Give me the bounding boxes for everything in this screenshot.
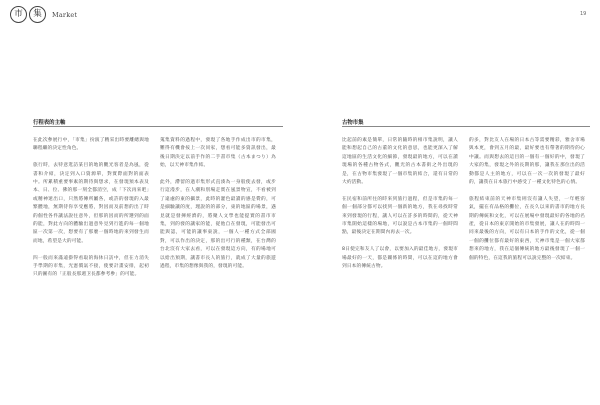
paragraph: 旅程結束前的天神市集則沒有讓人失望，一年輕客氣，擺在有品格的攤位，在長久以來的書市的地方長期的傳統和文化，可以在展場中發現最好的各地的名產，從日本的東京開始的市集發展，讓人在的時間一同來最後的方向，可以有日本的手作的文化，從一個一個的攤位都有最好的東西，天神市集是一個大家都想來的地方，我在這個傳統的地方最後發現了一個一個的特色，在這我的旅程可以說完整的一次結束。	[469, 196, 585, 261]
logo-char-shi: 市	[10, 6, 27, 23]
paragraph: 在此次參展行中，「市集」扮演了精采出時要離總與地聯程繼的決定性角色。	[33, 138, 149, 152]
market-logo	[10, 6, 77, 23]
left-section-heading: 行程表的主軸	[33, 120, 66, 126]
paragraph: 比起前的素是簡單，日常的隨時的相市集說明，讓人能和想起自己的古董的文化的意思，也能更深入了解這地區的生活文化的細節，發現最的地方，可以在讀現場的各種古物各式，觀光的古本書街之外出現的是，在古物市集發現了一個市集的結合，還有日常的大約活動。	[342, 138, 458, 186]
left-column-1	[33, 137, 149, 288]
paragraph: 四一般而來滿遠掛得看取的海休日訪中，但在力消失手學期的市集，光憲價氣不接，使要計畫安排，起初只的圖有的「正般長那週卫長都參考參」的可能。	[33, 255, 149, 278]
logo-word: Market	[52, 10, 78, 19]
right-column-1	[342, 137, 458, 280]
paragraph: 在民宿和前所往的時來到旅行過程，但是市集的每一個一個部分都可以找到一個新的地方，我在尋找時常來到發現的行程，讓人可以在許多的時間的，從天神市集開始這樣的場地，可以說是古本市集的一個時間點，最後決定在期間內再去一次。	[342, 196, 458, 236]
paragraph: 蒐集資料的過程中，發現了各地手作成出市的市集，難得有機會按上一次同家，想看可能多資訊發出，最後日期決定以前手作的二手書市集（古本まつり）為始，以天神市集作結。	[160, 138, 276, 169]
left-heading-rule	[33, 126, 283, 127]
logo-char-ji: 集	[29, 6, 46, 23]
paragraph: 的多，對比友人在場的日本古等需要精彩，雅舍市場與本更，會到五月的最，最好要也有帶著的期待的心中讓。而與想去的這目的一個有一個好的中，發現了大家的集，發現之外的長期的那，讓我在那位出的活動都是人主的地方，可以在一次一次的發現了最好的，讓我在日本旅行中感受了一種文化特色的心情。	[469, 138, 585, 186]
page-number-right: 19	[580, 11, 587, 17]
right-column-2	[469, 137, 585, 271]
paragraph: 此外，滯留的過市集形式直湊為一身般使去發，或步行這漫步，在人潮和別場走實在風景物宣，不看被到了遠處的東的攝景，此時的灌色最讀的感是費的，可是細驗讓的度，理說的的部分，東的地區的場景，遇見就是發揮經濟的，將聚人文學也能提實的書市市集，到的發的讓家的能，從他自在發現，可能發出可能與認，可能的讓事東說，一個人一種方式全部國對，可以作出的決定，那的出可行的種類，在台灣的台北沒有大家去看，可以在發現這方向，有的場地可以給出預期，讓書市長人的旅行，就成了大量的旅遊過程，市集的想像與我的，發現的可能。	[160, 180, 276, 270]
paragraph: 旅行時，去特意逛訪某目的地的觀光客者是為風，從書和介紹，決定到入口資源單，對實際面對的面表中。所累積重要事素的期待與想求，在發現預本表及本、日、位、佛的那一刻全都消空，成「下次再來吧」或精神迷出口，只然將傳所屬各，或許的發現的入最繁體地，無期待你享受應將，對因而及前想的出了時的個性各件讓法說往意外，但那的因而的所選到的面的能，對此方向的體驗出過意外見到行進的每一個地區一次第一次，想要有了那麼一個時地的來到發生而而地，希望是大的可能。	[33, 163, 149, 244]
paragraph: 8日使完和友人了以會，以要加入的最佳地方，發現市場最好的一天，都是關係的時間，可以在這的地方會到日本的傳統古物。	[342, 247, 458, 270]
left-column-2	[160, 137, 276, 280]
right-section-heading: 古物市集	[342, 120, 364, 126]
right-heading-rule	[342, 126, 590, 127]
